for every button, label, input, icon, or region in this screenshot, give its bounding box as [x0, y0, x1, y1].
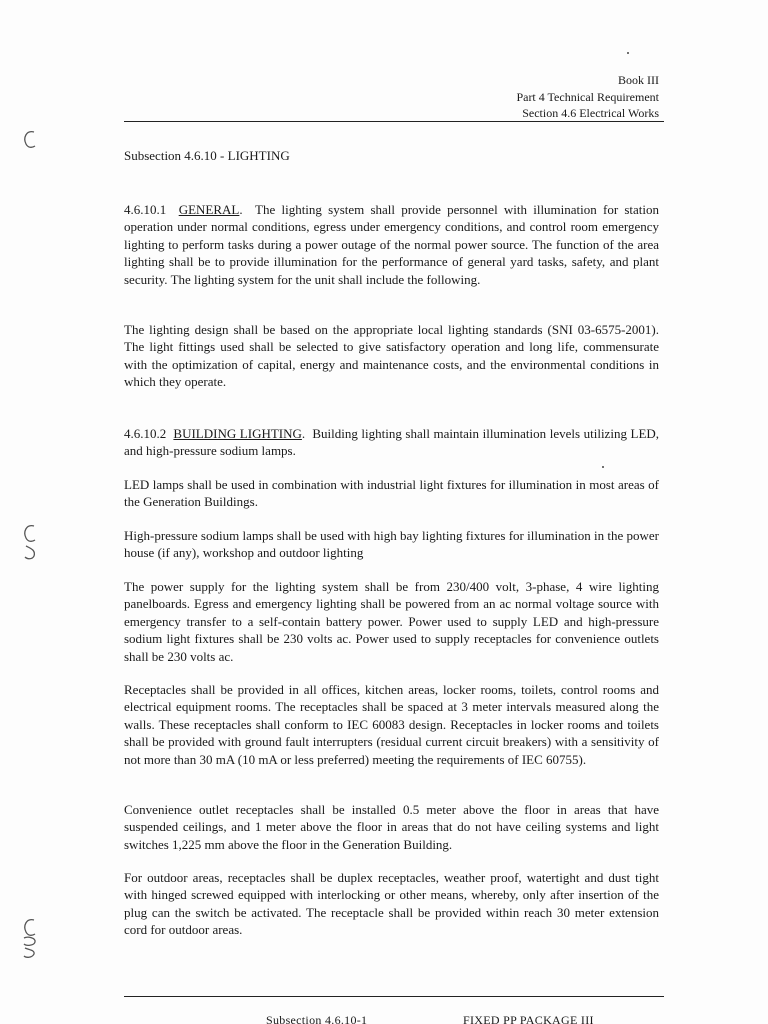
general-paragraph-2	[124, 321, 659, 391]
header-divider	[124, 121, 664, 122]
header-book: Book III	[618, 73, 659, 87]
building-paragraph-1: 4.6.10.2 BUILDING LIGHTING. Building lighting shall maintain illumination levels utilizing LED, and high-pressure sodium lamps.	[124, 426, 660, 459]
header-part: Part 4 Technical Requirement	[516, 89, 659, 104]
footer-page-number: Subsection 4.6.10-1	[266, 1013, 368, 1024]
paragraph-text: The lighting design shall be based on the appropriate local lighting standards (SNI 03-6575-2001). The light fittings used shall be selected to give satisfactory operation and long life, commensurate with the optimization of capital, energy and maintenance costs, and the environmental conditions in which they operate.	[124, 322, 659, 390]
punch-hole-mark-icon	[20, 916, 40, 962]
general-paragraph-1: 4.6.10.1 GENERAL. The lighting system shall provide personnel with illumination for station operation under normal conditions, egress under emergency conditions, and control room emergency lighting to perform tasks during a power outage of the normal power source. The function of the area lighting shall be to provide illumination for the performance of general yard tasks, safety, and plant security. The lighting system for the unit shall include the following.	[124, 202, 660, 287]
punch-hole-mark-icon	[20, 128, 40, 152]
clause-number: 4.6.10.1	[124, 202, 167, 217]
building-paragraph-6	[124, 801, 659, 853]
paragraph-text: The power supply for the lighting system shall be from 230/400 volt, 3-phase, 4 wire lighting panelboards. Egress and emergency lighting shall be powered from an ac normal voltage source with emergency transfer to a self-contain battery power. Power used to supply LED and high-pressure sodium light fixtures shall be 230 volts ac. Power used to supply receptacles for convenience outlets shall be 230 volts ac.	[124, 579, 659, 664]
footer-divider	[124, 996, 664, 997]
building-paragraph-4	[124, 578, 659, 665]
subsection-title: Subsection 4.6.10 - LIGHTING	[124, 148, 290, 163]
paragraph-text: For outdoor areas, receptacles shall be duplex receptacles, weather proof, watertight and dust tight with hinged screwed equipped with interlocking or other means, whereby, only after insertion of the plug can the switch be activated. The receptacle shall be provided within reach 30 meter extension cord for outdoor areas.	[124, 870, 659, 938]
scan-speck	[627, 52, 629, 54]
footer-package: FIXED PP PACKAGE III	[463, 1013, 594, 1024]
scan-speck	[602, 466, 604, 468]
clause-text: The lighting system shall provide personnel with illumination for station operation under normal conditions, egress under emergency conditions, and control room emergency lighting to perform tasks during a power outage of the normal power source. The function of the area lighting shall be to provide illumination for the performance of general yard tasks, safety, and plant security. The lighting system for the unit shall include the following.	[124, 202, 660, 287]
building-paragraph-2	[124, 476, 659, 511]
document-header	[516, 72, 659, 122]
paragraph-text: High-pressure sodium lamps shall be used with high bay lighting fixtures for illumination in the power house (if any), workshop and outdoor lighting	[124, 528, 659, 561]
building-paragraph-5	[124, 681, 659, 768]
clause-heading: GENERAL	[178, 202, 240, 217]
clause-number: 4.6.10.2	[124, 426, 167, 441]
clause-text: Building lighting shall maintain illumination levels utilizing LED, and high-pressure sodium lamps.	[124, 426, 660, 459]
building-paragraph-7	[124, 869, 659, 939]
paragraph-text: Convenience outlet receptacles shall be installed 0.5 meter above the floor in areas that have suspended ceilings, and 1 meter above the floor in areas that do not have ceiling systems and light switches 1,225 mm above the floor in the Generation Building.	[124, 802, 659, 852]
paragraph-text: Receptacles shall be provided in all offices, kitchen areas, locker rooms, toilets, control rooms and electrical equipment rooms. The receptacles shall be spaced at 3 meter intervals measured along the walls. These receptacles shall conform to IEC 60083 design. Receptacles in locker rooms and toilets shall be provided with ground fault interrupters (residual current circuit breakers) with a sensitivity of not more than 30 mA (10 mA or less preferred) meeting the requirements of IEC 60755).	[124, 682, 659, 767]
header-section: Section 4.6 Electrical Works	[522, 106, 659, 120]
punch-hole-mark-icon	[20, 522, 40, 562]
clause-heading: BUILDING LIGHTING	[173, 426, 302, 441]
paragraph-text: LED lamps shall be used in combination with industrial light fixtures for illumination in most areas of the Generation Buildings.	[124, 477, 659, 510]
building-paragraph-3	[124, 527, 659, 562]
